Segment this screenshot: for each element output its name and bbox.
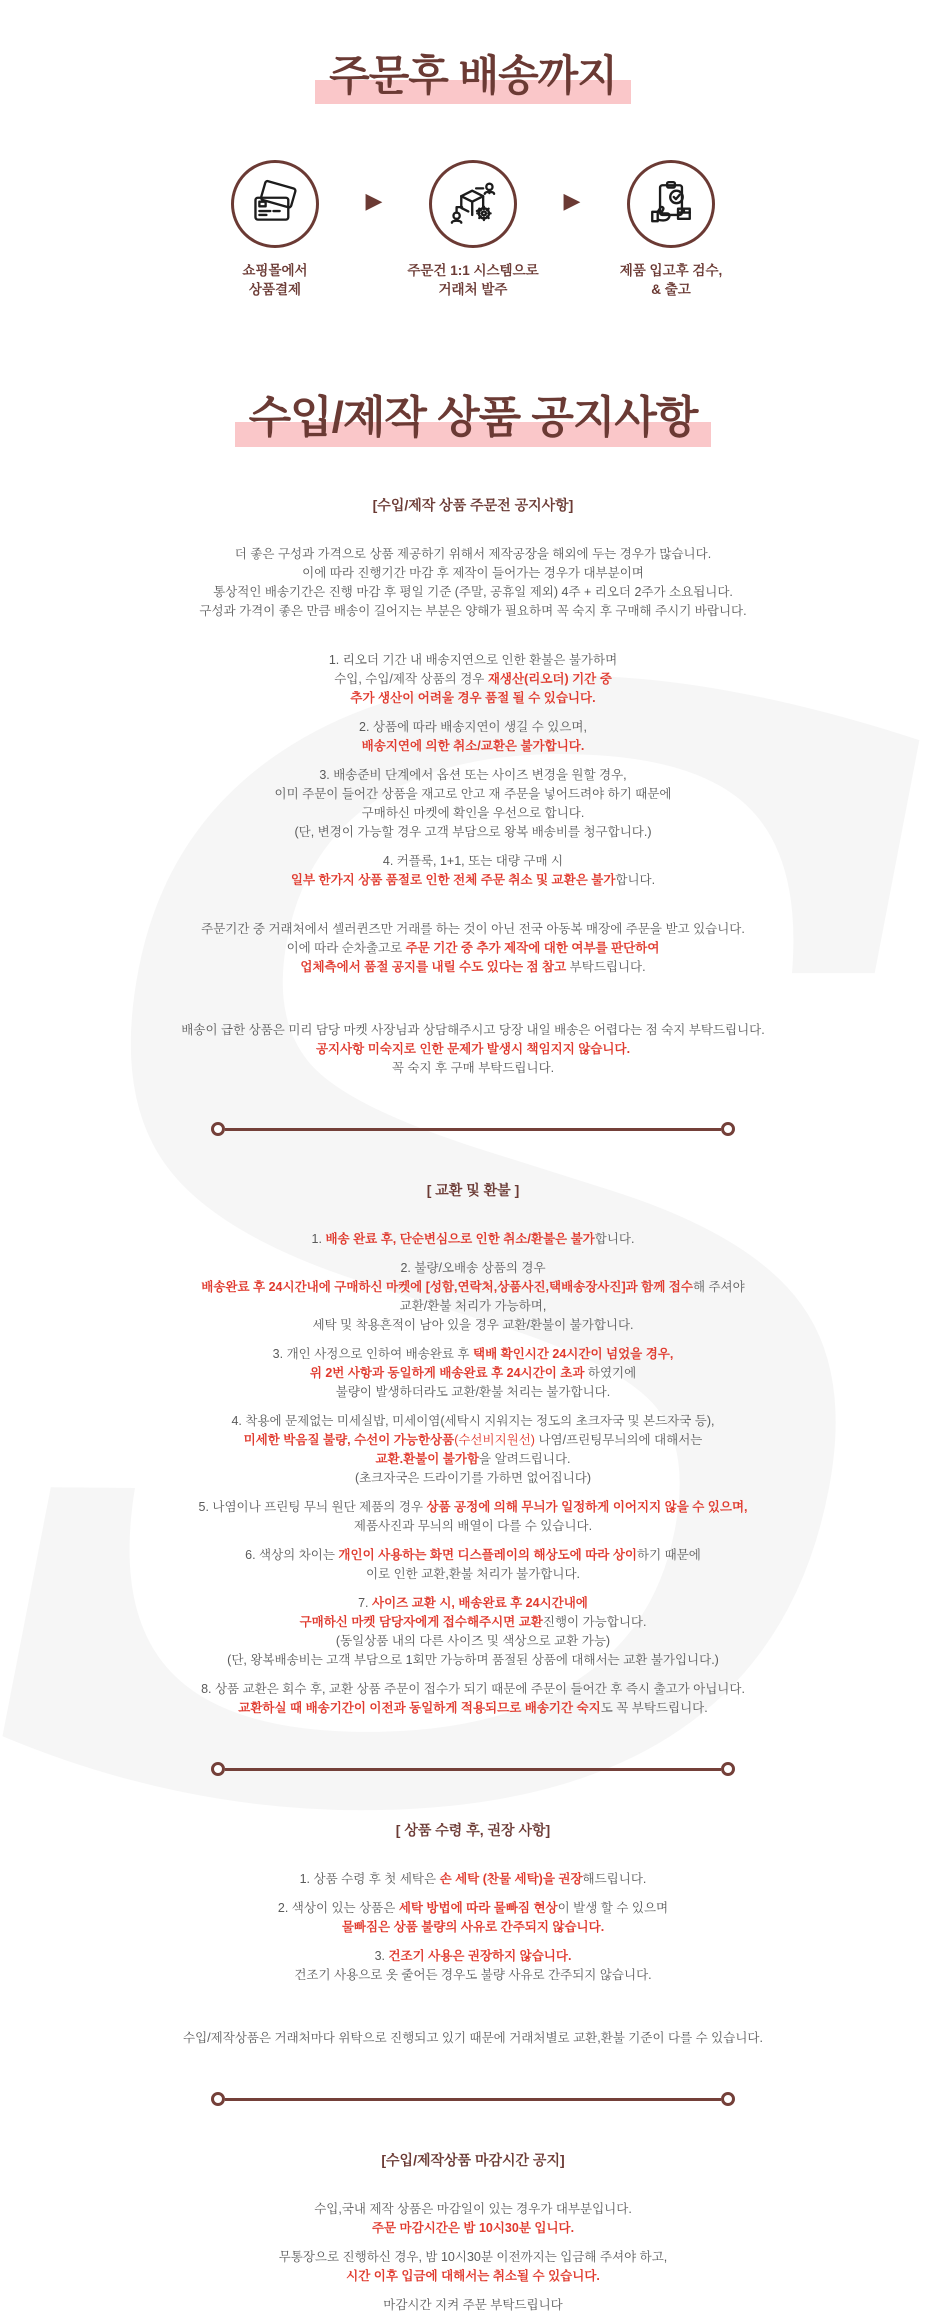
notice-section	[123, 2150, 823, 2315]
divider-endpoint-circle	[211, 1122, 225, 1136]
notice-block	[143, 1412, 803, 1488]
text-segment: 배송완료 후 24시간내에 구매하신 마켓에 [성함,연락처,상품사진,택배송장사진]과 함께 접수	[201, 1280, 693, 1295]
page-content	[123, 52, 823, 2315]
text-segment: 일부 한가지 상품 품절로 인한 전체 주문 취소 및 교환은 불가	[290, 873, 616, 888]
text-segment: 이미 주문이 들어간 상품을 재고로 안고 재 주문을 넣어드려야 하기 때문에	[274, 787, 672, 802]
notice-line	[143, 1565, 803, 1584]
notice-line	[143, 1966, 803, 1985]
notice-line	[143, 583, 803, 602]
divider-line	[225, 1128, 721, 1131]
text-segment: 4. 착용에 문제없는 미세실밥, 미세이염(세탁시 지워지는 정도의 초크자국 및 본드자국 등),	[231, 1414, 715, 1429]
notice-block	[143, 1947, 803, 1985]
text-segment: 마감시간 지켜 주문 부탁드립니다	[383, 2298, 563, 2313]
text-segment: 4. 커플룩, 1+1, 또는 대량 구매 시	[382, 854, 564, 869]
text-segment: 하기 때문에	[637, 1548, 701, 1563]
text-segment: 무통장으로 진행하신 경우, 밤 10시30분 이전까지는 입금해 주셔야 하고,	[278, 2250, 668, 2265]
notice-block	[143, 545, 803, 621]
text-segment: 6. 색상의 차이는	[245, 1548, 339, 1563]
text-segment: 구성과 가격이 좋은 만큼 배송이 길어지는 부분은 양해가 필요하며 꼭 숙지 후 구매해 주시기 바랍니다.	[199, 604, 747, 619]
notice-line	[143, 1546, 803, 1565]
text-segment: 건조기 사용은 권장하지 않습니다.	[388, 1949, 572, 1964]
notice-line	[143, 1632, 803, 1651]
notice-line	[143, 1431, 803, 1450]
notice-line	[143, 852, 803, 871]
notice-block	[143, 1021, 803, 1078]
process-step-order-system	[388, 160, 558, 298]
text-segment: 해 주셔야	[692, 1280, 745, 1295]
text-segment: 구매하신 마켓에 확인을 우선으로 합니다.	[361, 806, 585, 821]
caption-line: & 출고	[651, 281, 691, 297]
notice-line	[143, 1498, 803, 1517]
text-segment: 개인이 사용하는 화면 디스플레이의 해상도에 따라 상이	[338, 1548, 637, 1563]
notice-block	[143, 1546, 803, 1584]
notice-section	[123, 495, 823, 1078]
shipping-notice-page	[123, 0, 823, 2313]
notice-line	[143, 1059, 803, 1078]
text-segment: 8. 상품 교환은 회수 후, 교환 상품 주문이 접수가 되기 때문에 주문이 들어간 후 즉시 출고가 아닙니다.	[201, 1682, 745, 1697]
notice-line	[143, 2296, 803, 2315]
notice-line	[143, 1517, 803, 1536]
notice-line	[143, 1613, 803, 1632]
divider-line	[225, 2098, 721, 2101]
notice-line	[143, 823, 803, 842]
text-segment: 미세한 박음질 불량, 수선이 가능한상품	[243, 1433, 455, 1448]
notice-line	[143, 1412, 803, 1431]
text-segment: (동일상품 내의 다른 사이즈 및 색상으로 교환 가능)	[335, 1634, 611, 1649]
section-heading: [수입/제작 상품 주문전 공지사항]	[372, 497, 574, 514]
text-segment: 2. 불량/오배송 상품의 경우	[400, 1261, 546, 1276]
text-segment: 3. 개인 사정으로 인하여 배송완료 후	[272, 1347, 473, 1362]
notice-line	[143, 1297, 803, 1316]
notice-block	[143, 1680, 803, 1718]
notice-line	[143, 564, 803, 583]
credit-card-icon	[231, 160, 319, 248]
text-segment: 위 2번 사항과 동일하게 배송완료 후 24시간이 초과	[309, 1366, 585, 1381]
text-segment: 업체측에서 품절 공지를 내릴 수도 있다는 점 참고	[300, 960, 567, 975]
text-segment: 상품 공정에 의해 무늬가 일정하게 이어지지 않을 수 있으며,	[426, 1500, 748, 1515]
notice-line	[143, 1947, 803, 1966]
notice-line	[143, 1278, 803, 1297]
text-segment: 하였기에	[584, 1366, 637, 1381]
text-segment: 배송지연에 의한 취소/교환은 불가합니다.	[361, 739, 585, 754]
text-segment: 나염/프린팅무늬의에 대해서는	[534, 1433, 703, 1448]
notice-block	[143, 1259, 803, 1335]
notice-line	[143, 2029, 803, 2048]
text-segment: 건조기 사용으로 옷 줄어든 경우도 불량 사유로 간주되지 않습니다.	[294, 1968, 652, 1983]
process-step-caption	[388, 262, 558, 298]
notice-block	[143, 766, 803, 842]
notice-line	[143, 1040, 803, 1059]
notice-line	[143, 1899, 803, 1918]
text-segment: (수선비지원선)	[454, 1433, 535, 1448]
notice-line	[143, 670, 803, 689]
page-title	[123, 52, 823, 106]
text-segment: 수입/제작상품은 거래처마다 위탁으로 진행되고 있기 때문에 거래처별로 교환,환불 기준이 다를 수 있습니다.	[183, 2031, 763, 2046]
text-segment: 재생산(리오더) 기간 중	[487, 672, 612, 687]
notice-line	[143, 871, 803, 890]
text-segment: 제품사진과 무늬의 배열이 다를 수 있습니다.	[353, 1519, 593, 1534]
notice-line	[143, 1918, 803, 1937]
order-system-icon	[429, 160, 517, 248]
text-segment: 수입,국내 제작 상품은 마감일이 있는 경우가 대부분입니다.	[314, 2202, 632, 2217]
text-segment: 통상적인 배송기간은 진행 마감 후 평일 기준 (주말, 공휴일 제외) 4주 + 리오더 2주가 소요됩니다.	[213, 585, 733, 600]
text-segment: 교환하실 때 배송기간이 이전과 동일하게 적용되므로 배송기간 숙지	[238, 1701, 601, 1716]
inspection-shipping-icon	[627, 160, 715, 248]
notice-line	[143, 1259, 803, 1278]
arrow-right-icon: ▶	[365, 188, 383, 214]
text-segment: 2. 색상이 있는 상품은	[277, 1901, 399, 1916]
notice-line	[143, 718, 803, 737]
notice-block	[143, 2296, 803, 2315]
notice-line	[143, 2219, 803, 2238]
text-segment: 진행이 가능합니다.	[542, 1615, 647, 1630]
notice-title	[123, 393, 823, 450]
section-heading: [ 상품 수령 후, 권장 사항]	[395, 1822, 551, 1839]
divider-endpoint-circle	[721, 1762, 735, 1776]
notice-line	[143, 766, 803, 785]
notice-line	[143, 1651, 803, 1670]
text-segment: 7.	[358, 1596, 373, 1611]
notice-block	[143, 1230, 803, 1249]
text-segment: 추가 생산이 어려울 경우 품절 될 수 있습니다.	[350, 691, 596, 706]
sections-container	[123, 495, 823, 2315]
section-heading: [ 교환 및 환불 ]	[426, 1182, 520, 1199]
caption-line: 제품 입고후 검수,	[619, 263, 723, 279]
notice-line	[143, 1450, 803, 1469]
text-segment: 교환.환불이 불가함	[375, 1452, 480, 1467]
notice-line	[143, 602, 803, 621]
notice-block	[143, 1345, 803, 1402]
notice-line	[143, 1699, 803, 1718]
notice-block	[143, 1870, 803, 1889]
text-segment: (단, 변경이 가능할 경우 고객 부담으로 왕복 배송비를 청구합니다.)	[294, 825, 652, 840]
text-segment: 해드립니다.	[582, 1872, 647, 1887]
notice-line	[143, 1316, 803, 1335]
text-segment: 합니다.	[615, 873, 656, 888]
notice-block	[143, 1899, 803, 1937]
caption-line: 쇼핑몰에서	[242, 263, 308, 279]
caption-line: 거래처 발주	[438, 281, 508, 297]
notice-line	[143, 1680, 803, 1699]
text-segment: 불량이 발생하더라도 교환/환불 처리는 불가합니다.	[335, 1385, 611, 1400]
text-segment: 세탁 방법에 따라 물빠짐 현상	[398, 1901, 558, 1916]
notice-block	[143, 2200, 803, 2238]
notice-line	[143, 1469, 803, 1488]
text-segment: 주문 마감시간은 밤 10시30분 입니다.	[371, 2221, 575, 2236]
text-segment: 3.	[374, 1949, 389, 1964]
text-segment: (초크자국은 드라이기를 가하면 없어집니다)	[354, 1471, 592, 1486]
text-segment: 택배 확인시간 24시간이 넘었을 경우,	[473, 1347, 674, 1362]
text-segment: 1. 리오더 기간 내 배송지연으로 인한 환불은 불가하며	[328, 653, 618, 668]
text-segment: 이 발생 할 수 있으며	[557, 1901, 669, 1916]
notice-line	[143, 785, 803, 804]
notice-line	[143, 1594, 803, 1613]
text-segment: 세탁 및 착용흔적이 남아 있을 경우 교환/환불이 불가합니다.	[312, 1318, 634, 1333]
text-segment: 3. 배송준비 단계에서 옵션 또는 사이즈 변경을 원할 경우,	[319, 768, 627, 783]
section-heading: [수입/제작상품 마감시간 공지]	[381, 2152, 565, 2169]
process-step-caption	[586, 262, 756, 298]
notice-line	[143, 2200, 803, 2219]
section-divider	[211, 1122, 735, 1136]
order-system-icon-svg	[448, 179, 498, 229]
divider-endpoint-circle	[721, 2092, 735, 2106]
text-segment: 2. 상품에 따라 배송지연이 생길 수 있으며,	[359, 720, 587, 735]
process-step-caption	[190, 262, 360, 298]
notice-block	[143, 852, 803, 890]
text-segment: 공지사항 미숙지로 인한 문제가 발생시 책임지지 않습니다.	[315, 1042, 631, 1057]
notice-section	[123, 1820, 823, 2048]
notice-line	[143, 958, 803, 977]
notice-line	[143, 1345, 803, 1364]
text-segment: 5. 나염이나 프린팅 무늬 원단 제품의 경우	[198, 1500, 427, 1515]
section-divider	[211, 2092, 735, 2106]
notice-line	[143, 920, 803, 939]
notice-line	[143, 1870, 803, 1889]
divider-endpoint-circle	[211, 1762, 225, 1776]
inspection-shipping-icon-svg	[646, 179, 696, 229]
notice-block	[143, 1594, 803, 1670]
text-segment: 합니다.	[594, 1232, 635, 1247]
text-segment: 1.	[311, 1232, 326, 1247]
notice-line	[143, 651, 803, 670]
divider-line	[225, 1768, 721, 1771]
notice-line	[143, 1230, 803, 1249]
text-segment: 구매하신 마켓 담당자에게 접수해주시면 교환	[299, 1615, 543, 1630]
notice-line	[143, 2267, 803, 2286]
text-segment: 수입, 수입/제작 상품의 경우	[334, 672, 488, 687]
notice-line	[143, 1383, 803, 1402]
text-segment: (단, 왕복배송비는 고객 부담으로 1회만 가능하며 품절된 상품에 대해서는 교환 불가입니다.)	[227, 1653, 719, 1668]
notice-line	[143, 1364, 803, 1383]
notice-block	[143, 2029, 803, 2048]
divider-endpoint-circle	[721, 1122, 735, 1136]
notice-block	[143, 718, 803, 756]
process-step-inspection	[586, 160, 756, 298]
text-segment: 이에 따라 순차출고로	[286, 941, 406, 956]
text-segment: 이로 인한 교환,환불 처리가 불가합니다.	[365, 1567, 581, 1582]
divider-endpoint-circle	[211, 2092, 225, 2106]
text-segment: 시간 이후 입금에 대해서는 취소될 수 있습니다.	[346, 2269, 600, 2284]
notice-line	[143, 737, 803, 756]
credit-card-icon-svg	[250, 179, 300, 229]
section-divider	[211, 1762, 735, 1776]
text-segment: 배송 완료 후, 단순변심으로 인한 취소/환불은 불가	[325, 1232, 595, 1247]
caption-line: 상품결제	[248, 281, 302, 297]
text-segment: 도 꼭 부탁드립니다.	[600, 1701, 708, 1716]
notice-line	[143, 689, 803, 708]
text-segment: 교환/환불 처리가 가능하며,	[399, 1299, 547, 1314]
notice-block	[143, 2248, 803, 2286]
text-segment: 꼭 숙지 후 구매 부탁드립니다.	[391, 1061, 555, 1076]
notice-block	[143, 920, 803, 977]
text-segment: 주문기간 중 거래처에서 셀러퀸즈만 거래를 하는 것이 아닌 전국 아동복 매장에 주문을 받고 있습니다.	[201, 922, 745, 937]
text-segment: 사이즈 교환 시, 배송완료 후 24시간내에	[372, 1596, 588, 1611]
notice-line	[143, 804, 803, 823]
text-segment: 손 세탁 (찬물 세탁)을 권장	[439, 1872, 583, 1887]
notice-title-text: 수입/제작 상품 공지사항	[235, 393, 712, 450]
notice-line	[143, 939, 803, 958]
text-segment: 부탁드립니다.	[566, 960, 646, 975]
notice-block	[143, 1498, 803, 1536]
process-step-payment	[190, 160, 360, 298]
notice-section	[123, 1180, 823, 1718]
text-segment: 을 알려드립니다.	[479, 1452, 571, 1467]
arrow-right-icon: ▶	[563, 188, 581, 214]
order-process-flow	[123, 160, 823, 298]
text-segment: 더 좋은 구성과 가격으로 상품 제공하기 위해서 제작공장을 해외에 두는 경우가 많습니다.	[234, 547, 712, 562]
caption-line: 주문건 1:1 시스템으로	[407, 263, 539, 279]
notice-line	[143, 2248, 803, 2267]
notice-line	[143, 545, 803, 564]
text-segment: 1. 상품 수령 후 첫 세탁은	[299, 1872, 440, 1887]
notice-line	[143, 1021, 803, 1040]
text-segment: 배송이 급한 상품은 미리 담당 마켓 사장님과 상담해주시고 당장 내일 배송은 어렵다는 점 숙지 부탁드립니다.	[181, 1023, 765, 1038]
page-title-text: 주문후 배송까지	[315, 52, 631, 106]
text-segment: 이에 따라 진행기간 마감 후 제작이 들어가는 경우가 대부분이며	[302, 566, 644, 581]
text-segment: 물빠짐은 상품 불량의 사유로 간주되지 않습니다.	[341, 1920, 605, 1935]
notice-block	[143, 651, 803, 708]
text-segment: 주문 기간 중 추가 제작에 대한 여부를 판단하여	[405, 941, 660, 956]
